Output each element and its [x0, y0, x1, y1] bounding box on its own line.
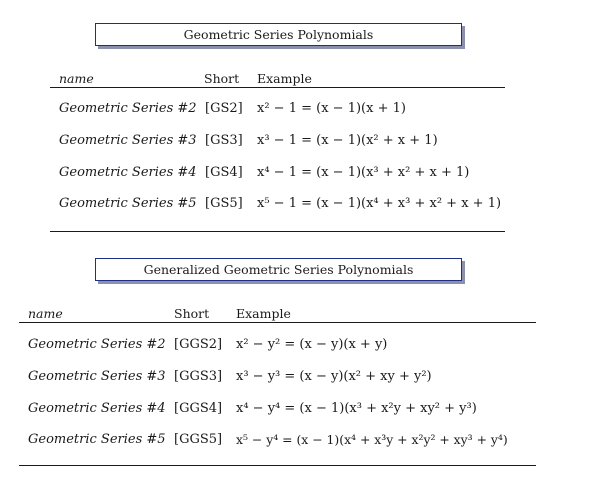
header-name: name	[59, 71, 94, 86]
row-example: x⁵ − y⁴ = (x − 1)(x⁴ + x³y + x²y² + xy³ + y⁴)	[236, 432, 508, 447]
header-short: Short	[174, 306, 210, 321]
section-title-generalized: Generalized Geometric Series Polynomials	[95, 258, 462, 281]
header-short: Short	[204, 71, 240, 86]
row-name: Geometric Series #2	[28, 337, 166, 352]
row-example: x⁴ − y⁴ = (x − 1)(x³ + x²y + xy² + y³)	[236, 401, 477, 416]
table-bottom-rule	[19, 465, 536, 466]
row-example: x³ − 1 = (x − 1)(x² + x + 1)	[257, 133, 438, 148]
row-name: Geometric Series #4	[59, 165, 197, 180]
row-short: [GS3]	[205, 133, 243, 148]
row-short: [GS4]	[205, 165, 243, 180]
row-example: x⁴ − 1 = (x − 1)(x³ + x² + x + 1)	[257, 165, 470, 180]
row-short: [GGS4]	[174, 401, 223, 416]
row-name: Geometric Series #2	[59, 101, 197, 116]
table-bottom-rule	[50, 231, 505, 232]
section-title-geometric: Geometric Series Polynomials	[95, 23, 462, 46]
row-example: x² − y² = (x − y)(x + y)	[236, 337, 388, 352]
table-top-rule	[19, 322, 536, 323]
row-example: x³ − y³ = (x − y)(x² + xy + y²)	[236, 369, 432, 384]
row-name: Geometric Series #3	[59, 133, 197, 148]
row-name: Geometric Series #3	[28, 369, 166, 384]
row-name: Geometric Series #5	[59, 196, 197, 211]
row-example: x² − 1 = (x − 1)(x + 1)	[257, 101, 406, 116]
row-short: [GGS2]	[174, 337, 223, 352]
row-name: Geometric Series #5	[28, 432, 166, 447]
header-example: Example	[236, 306, 291, 321]
header-example: Example	[257, 71, 312, 86]
header-name: name	[28, 306, 63, 321]
row-short: [GS2]	[205, 101, 243, 116]
row-short: [GGS5]	[174, 432, 223, 447]
row-example: x⁵ − 1 = (x − 1)(x⁴ + x³ + x² + x + 1)	[257, 196, 502, 211]
row-short: [GS5]	[205, 196, 243, 211]
row-name: Geometric Series #4	[28, 401, 166, 416]
row-short: [GGS3]	[174, 369, 223, 384]
table-top-rule	[50, 87, 505, 88]
